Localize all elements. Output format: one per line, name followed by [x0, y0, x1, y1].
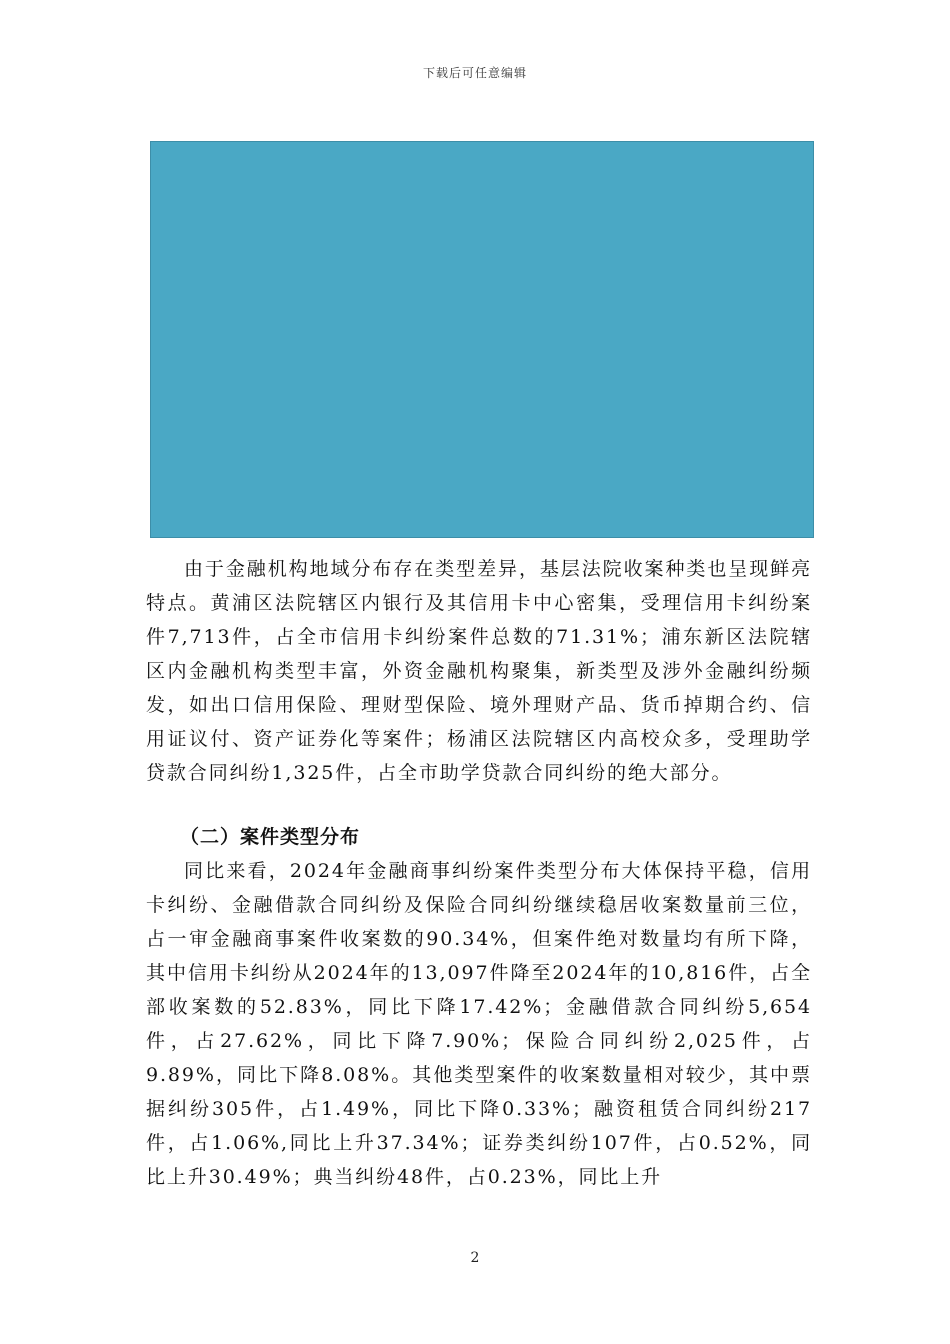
paragraph-regional-distribution: 由于金融机构地域分布存在类型差异，基层法院收案种类也呈现鲜亮特点。黄浦区法院辖区内银行及其信用卡中心密集，受理信用卡纠纷案件7,713件，占全市信用卡纠纷案件总数的71.31%；浦东新区法院辖区内金融机构类型丰富，外资金融机构聚集，新类型及涉外金融纠纷频发，如出口信用保险、理财型保险、境外理财产品、货币掉期合约、信用证议付、资产证券化等案件；杨浦区法院辖区内高校众多，受理助学贷款合同纠纷1,325件，占全市助学贷款合同纠纷的绝大部分。	[146, 558, 812, 784]
page-header: 下载后可任意编辑	[422, 66, 527, 80]
section-heading: （二）案件类型分布	[180, 826, 361, 848]
page-number: 2	[470, 1250, 480, 1266]
paragraph-case-types: 同比来看，2024年金融商事纠纷案件类型分布大体保持平稳，信用卡纠纷、金融借款合同纠纷及保险合同纠纷继续稳居收案数量前三位，占一审金融商事案件收案数的90.34%，但案件绝对数量均有所下降，其中信用卡纠纷从2024年的13,097件降至2024年的10,816件，占全部收案数的52.83%，同比下降17.42%；金融借款合同纠纷5,654件，占27.62%，同比下降7.90%；保险合同纠纷2,025件，占9.89%，同比下降8.08%。其他类型案件的收案数量相对较少，其中票据纠纷305件，占1.49%，同比下降0.33%；融资租赁合同纠纷217件，占1.06%,同比上升37.34%；证券类纠纷107件，占0.52%，同比上升30.49%；典当纠纷48件，占0.23%，同比上升	[146, 860, 812, 1188]
figure-image	[150, 141, 814, 538]
